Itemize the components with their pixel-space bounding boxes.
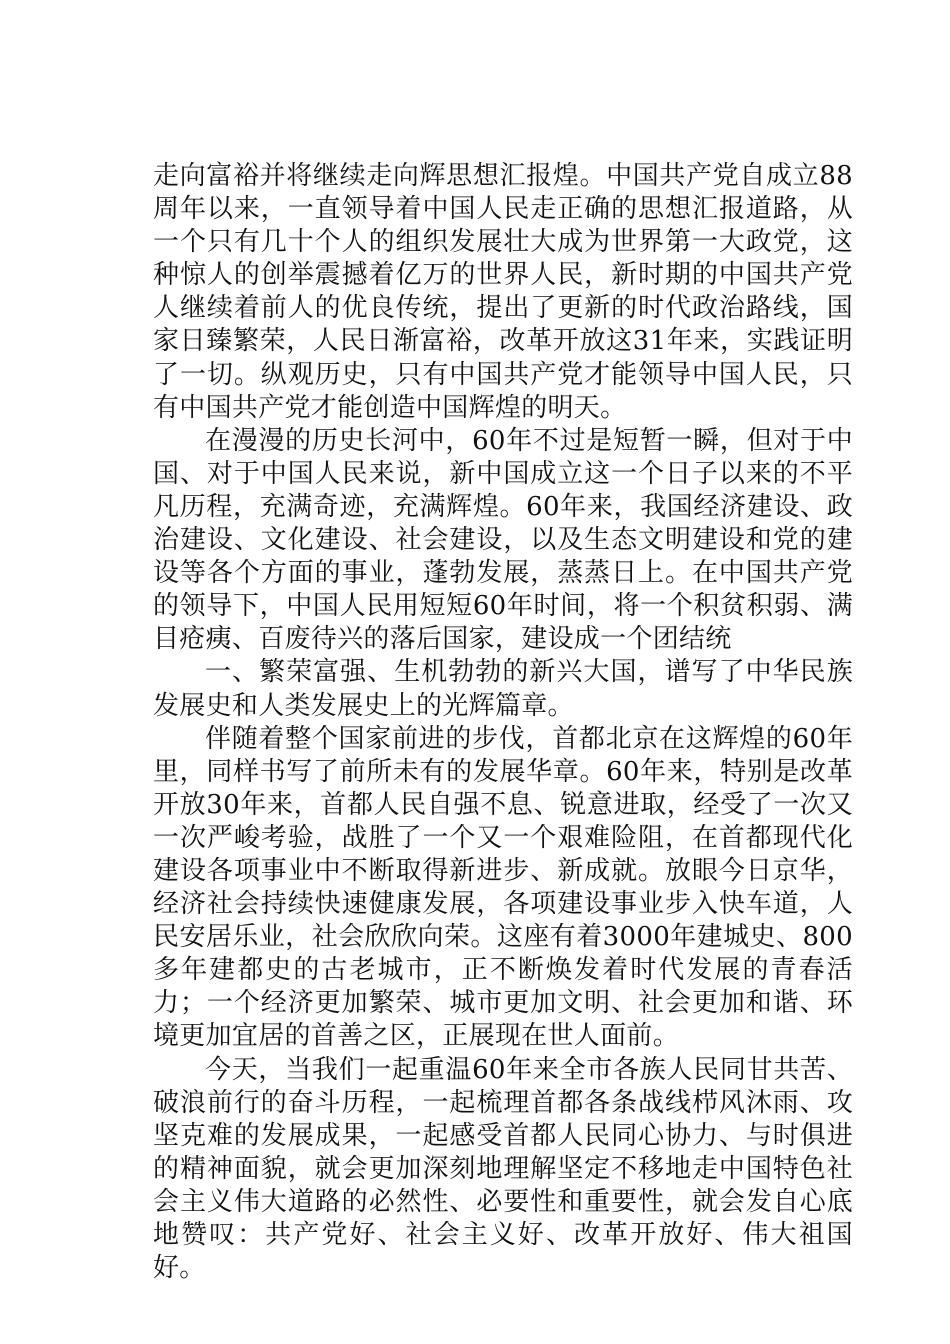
paragraph-3: 一、繁荣富强、生机勃勃的新兴大国，谱写了中华民族发展史和人类发展史上的光辉篇章。 bbox=[153, 657, 853, 721]
paragraph-2: 在漫漫的历史长河中，60年不过是短暂一瞬，但对于中国、对于中国人民来说，新中国成立这一个日子以来的不平凡历程，充满奇迹，充满辉煌。60年来，我国经济建设、政治建设、文化建设、社会建设，以及生态文明建设和党的建设等各个方面的事业，蓬勃发展，蒸蒸日上。在中国共产党的领导下，中国人民用短短60年时间，将一个积贫积弱、满目疮痍、百废待兴的落后国家，建设成一个团结统 bbox=[153, 425, 853, 655]
document-body bbox=[153, 160, 853, 1285]
paragraph-4: 伴随着整个国家前进的步伐，首都北京在这辉煌的60年里，同样书写了前所未有的发展华章。60年来，特别是改革开放30年来，首都人民自强不息、锐意进取，经受了一次又一次严峻考验，战胜了一个又一个艰难险阻，在首都现代化建设各项事业中不断取得新进步、新成就。放眼今日京华，经济社会持续快速健康发展，各项建设事业步入快车道，人民安居乐业，社会欣欣向荣。这座有着3000年建城史、800多年建都史的古老城市，正不断焕发着时代发展的青春活力；一个经济更加繁荣、城市更加文明、社会更加和谐、环境更加宜居的首善之区，正展现在世人面前。 bbox=[153, 723, 853, 1052]
paragraph-1: 走向富裕并将继续走向辉思想汇报煌。中国共产党自成立88周年以来，一直领导着中国人民走正确的思想汇报道路，从一个只有几十个人的组织发展壮大成为世界第一大政党，这种惊人的创举震撼着亿万的世界人民，新时期的中国共产党人继续着前人的优良传统，提出了更新的时代政治路线，国家日臻繁荣，人民日渐富裕，改革开放这31年来，实践证明了一切。纵观历史，只有中国共产党才能领导中国人民，只有中国共产党才能创造中国辉煌的明天。 bbox=[153, 161, 853, 423]
paragraph-5: 今天，当我们一起重温60年来全市各族人民同甘共苦、破浪前行的奋斗历程，一起梳理首都各条战线栉风沐雨、攻坚克难的发展成果，一起感受首都人民同心协力、与时俱进的精神面貌，就会更加深刻地理解坚定不移地走中国特色社会主义伟大道路的必然性、必要性和重要性，就会发自心底地赞叹：共产党好、社会主义好、改革开放好、伟大祖国好。 bbox=[153, 1054, 853, 1284]
